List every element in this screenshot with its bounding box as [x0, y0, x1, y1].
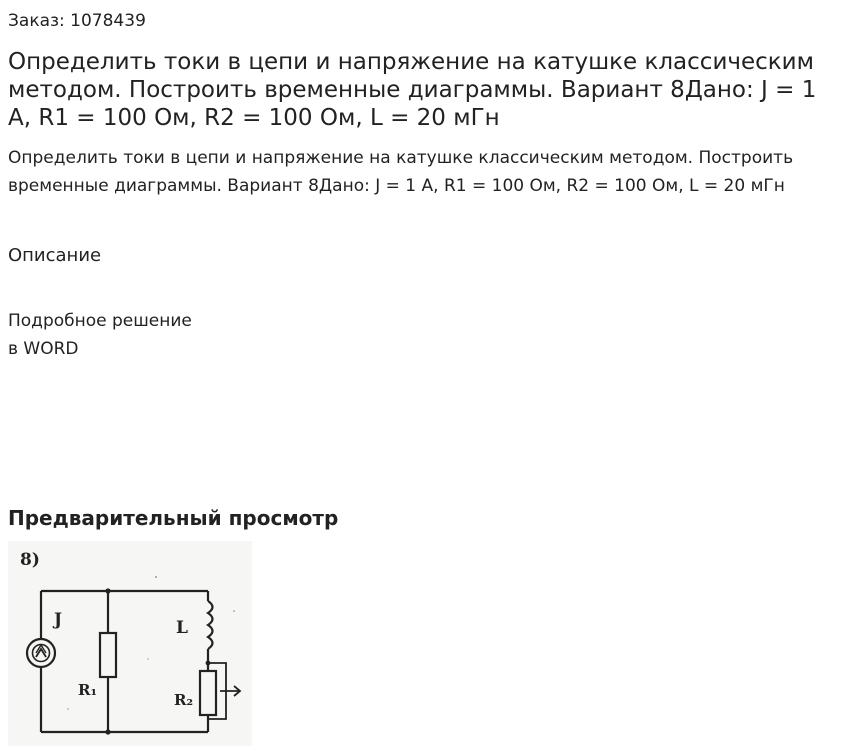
description-line-1: Подробное решение — [8, 311, 192, 331]
description-body — [8, 307, 192, 363]
r1-label: R₁ — [78, 681, 98, 699]
description-heading: Описание — [8, 245, 102, 266]
description-line-2: в WORD — [8, 339, 79, 359]
circuit-preview-image — [8, 541, 252, 746]
circuit-diagram — [8, 541, 252, 746]
task-summary: Определить токи в цепи и напряжение на катушке классическим методом. Построить временные диаграммы. Вариант 8Дано: J = 1 А, R1 = 100 Ом, R2 = 100 Ом, L = 20 мГн — [8, 148, 794, 196]
order-number — [8, 10, 146, 32]
inductor-label: L — [176, 618, 188, 638]
source-label: J — [54, 610, 63, 630]
r2-label: R₂ — [174, 691, 194, 709]
page-title: Определить токи в цепи и напряжение на катушке классическим методом. Построить временные диаграммы. Вариант 8Дано: J = 1 А, R1 = 100 Ом, R2 = 100 Ом, L = 20 мГн — [8, 49, 817, 131]
order-number-text: Заказ: 1078439 — [8, 11, 146, 31]
variant-label: 8) — [20, 550, 40, 570]
preview-heading: Предварительный просмотр — [8, 506, 339, 530]
